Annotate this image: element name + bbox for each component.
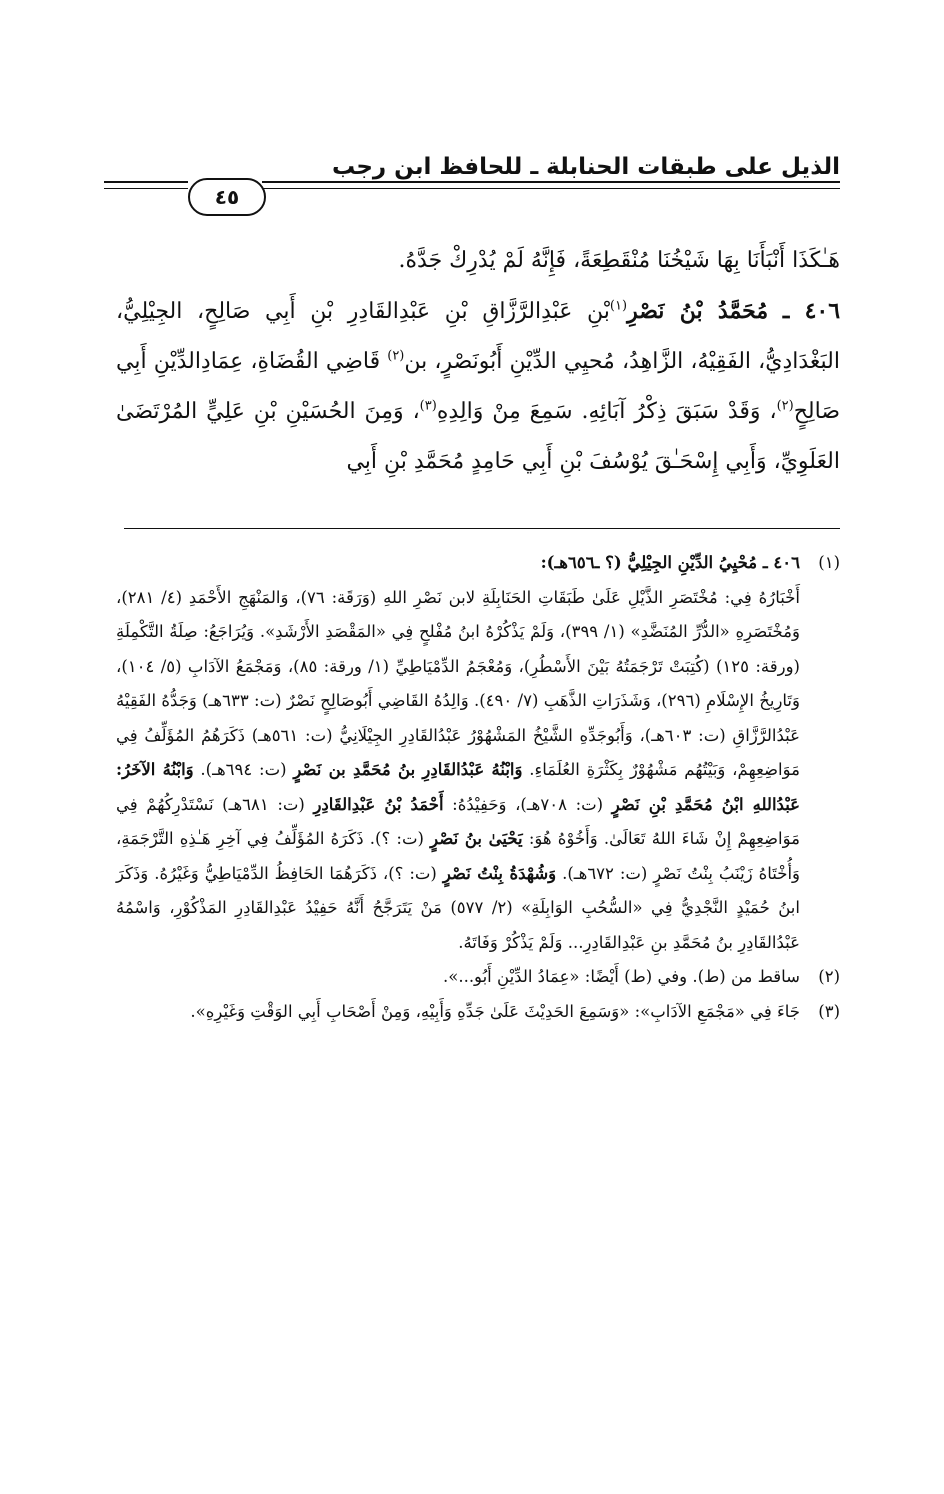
entry-406 <box>116 286 840 487</box>
continuation-line: هَـٰكَذَا أَنْبَأَنَا بِهَا شَيْخُنَا مُنْقَطِعَةً، فَإِنَّهُ لَمْ يُدْرِكْ جَدَّهُ. <box>398 248 840 273</box>
page-number-badge <box>188 178 266 216</box>
footnote-bold-2: وَابْنُهُ الآخَرُ: عَبْدُاللهِ ابْنُ مُحَمَّدِ بْنِ نَصْرٍ <box>116 760 801 814</box>
entry-text-b: قَاضِي القُضَاةِ، عِمَادِالدِّيْنِ أَبِي صَالِحٍ <box>116 349 841 424</box>
footnote-3 <box>116 995 840 1030</box>
footnote-ref-2: (٢) <box>387 348 405 364</box>
page-number: ٤٥ <box>214 185 240 209</box>
footnote-number: (٢) <box>818 967 840 986</box>
footnote-bold-1: وَابْنُهُ عَبْدُالقَادِرِ بنُ مُحَمَّدِ بن نَصْرٍ <box>293 760 523 779</box>
footnote-bold-4: يَحْيَىٰ بنُ نَصْرٍ <box>430 829 523 848</box>
footnote-body: جَاءَ فِي «مَجْمَعِ الآدَابِ»: «وَسَمِعَ الحَدِيْثَ عَلَىٰ جَدِّهِ وَأَبِيْهِ، وَمِنْ أَصْحَابِ أَبِي الوَقْتِ وَغَيْرِهِ». <box>190 1001 800 1021</box>
entry-text-c: ، وَقَدْ سَبَقَ ذِكْرُ آبَائِهِ. سَمِعَ مِنْ وَالِدِهِ <box>436 399 777 424</box>
footnote-paragraph <box>116 581 800 961</box>
footnote-bold-3: أَحْمَدُ بْنُ عَبْدِالقَادِرِ <box>313 794 444 814</box>
footnote-ref-2b: (٢) <box>776 398 794 414</box>
footnote-bold-5: وَشُهْدَةُ بِنْتُ نَصْرٍ <box>442 863 557 883</box>
footnote-heading: ٤٠٦ ـ مُحْيِيُ الدِّيْنِ الجِيْلِيُّ (؟ ـ٦٥٦هـ): <box>540 553 800 572</box>
footnote-1 <box>116 546 840 960</box>
footnote-2 <box>116 960 840 995</box>
footnote-divider <box>124 528 840 529</box>
header-rule-left <box>104 181 188 183</box>
header-rule-right <box>262 181 840 183</box>
footnote-text-6: (ت: ؟)، ذَكَرَهُمَا الحَافِظُ الدِّمْيَاطِيُّ وَغَيْرُهُ. وَذَكَرَ ابنُ حُمَيْدٍ النَّجْدِيُّ فِي «السُّحُبِ الوَابِلَةِ» (٢/ ٥٧٧) مَنْ يَتَرَجَّحُ أَنَّهُ حَفِيْدُ عَبْدِالقَادِرِ المَذْكُوْرِ، وَاسْمُهُ عَبْدُالقَادِرِ بنُ مُحَمَّدِ بنِ عَبْدِالقَادِرِ... وَلَمْ يَذْكُرْ وَفَاتَهُ. <box>116 863 800 952</box>
footnote-body: ساقط من (ط). وفي (ط) أَيْضًا: «عِمَادُ الدِّيْنِ أَبُو...». <box>442 967 800 986</box>
main-text <box>116 236 840 487</box>
header-rule-right-thin <box>262 188 840 189</box>
footnote-text-1: أَخْبَارُهُ فِي: مُخْتَصَرِ الذَّيْلِ عَلَىٰ طَبَقَاتِ الحَنَابِلَةِ لابن نَصْرِ اللهِ (وَرَقَة: ٧٦)، وَالمَنْهَجِ الأَحْمَدِ (٤/ ٢٨١)، وَمُخْتَصَرِهِ «الدُّرِّ المُنَضَّدِ» (١/ ٣٩٩)، وَلَمْ يَذْكُرْهُ ابنُ مُفْلحٍ فِي «المَقْصَدِ الأَرْشَدِ». وَيُرَاجَعُ: صِلَةُ التَّكْمِلَةِ (ورقة: ١٢٥) (كُتِبَتْ تَرْجَمَتُهُ بَيْنَ الأَسْطُرِ)، وَمُعْجَمُ الدِّمْيَاطِيِّ (١/ ورقة: ٨٥)، وَمَجْمَعُ الآدَابِ (٥/ ١٠٤)، وَتَارِيخُ الإِسْلَامِ (٢٩٦)، وَشَذَرَاتِ الذَّهَبِ (٧/ ٤٩٠). وَالِدُهُ القَاضِي أَبُوصَالِحٍ نَصْرٌ (ت: ٦٣٣هـ) وَجَدُّهُ الفَقِيْهُ عَبْدُالرَّزَّاقِ (ت: ٦٠٣هـ)، وَأَبُوجَدِّهِ الشَّيْخُ المَشْهُوْرُ عَبْدُالقَادِرِ الجِيْلَانِيُّ (ت: ٥٦١هـ) ذَكَرَهُمُ المُؤَلِّفُ فِي مَوَاضِعِهِمْ، وَبَيْتُهُم مَشْهُوْرٌ بِكَثْرَةِ العُلَمَاءِ. <box>116 587 800 779</box>
footnote-ref-3: (٣) <box>419 398 437 414</box>
footnotes <box>116 546 840 1029</box>
entry-name: مُحَمَّدُ بْنُ نَصْرِ <box>627 298 769 324</box>
footnote-number: (١) <box>818 553 840 572</box>
header-rule-left-thin <box>104 188 188 189</box>
footnote-text-4: (ت: ٦٨١هـ) نَسْتَدْرِكُهُمْ فِي مَوَاضِعِهِمْ إِنْ شَاءَ اللهُ تَعَالَىٰ. وَأَخُوْهُ هُوَ: <box>116 794 800 848</box>
footnote-text-5: (ت: ؟). ذَكَرَهُ المُؤَلِّفُ فِي آخِرِ هَـٰذِهِ التَّرْجَمَةِ، وَأُخْتَاهُ زَيْنَبُ بِنْتُ نَصْرٍ (ت: ٦٧٢هـ). <box>116 829 800 883</box>
entry-number: ٤٠٦ ـ <box>782 298 841 324</box>
footnote-body <box>116 546 800 960</box>
footnote-text-2: (ت: ٦٩٤هـ). <box>200 760 287 779</box>
footnote-text-3: (ت: ٧٠٨هـ)، وَحَفِيْدُهُ: <box>452 794 604 814</box>
entry-text-a: بْنِ عَبْدِالرَّزَّاقِ بْنِ عَبْدِالقَادِرِ بْنِ أَبِي صَالِحٍ، الجِيْلِيُّ، البَغْدَادِيُّ، الفَقِيْهُ، الزَّاهِدُ، مُحيِي الدِّيْنِ أَبُونَصْرٍ، بن <box>116 299 840 374</box>
running-title: الذيل على طبقات الحنابلة ـ للحافظ ابن رجب <box>331 154 840 180</box>
footnote-ref-1: (١) <box>609 298 628 314</box>
footnote-number: (٣) <box>818 1001 840 1021</box>
entry-text-d: ، وَمِنَ الحُسَيْنِ بْنِ عَلِيٍّ المُرْتَضَىٰ العَلَوِيِّ، وَأَبِي إِسْحَـٰقَ يُوْسُفَ بْنِ أَبِي حَامِدٍ مُحَمَّدِ بْنِ أَبِي <box>116 399 840 474</box>
